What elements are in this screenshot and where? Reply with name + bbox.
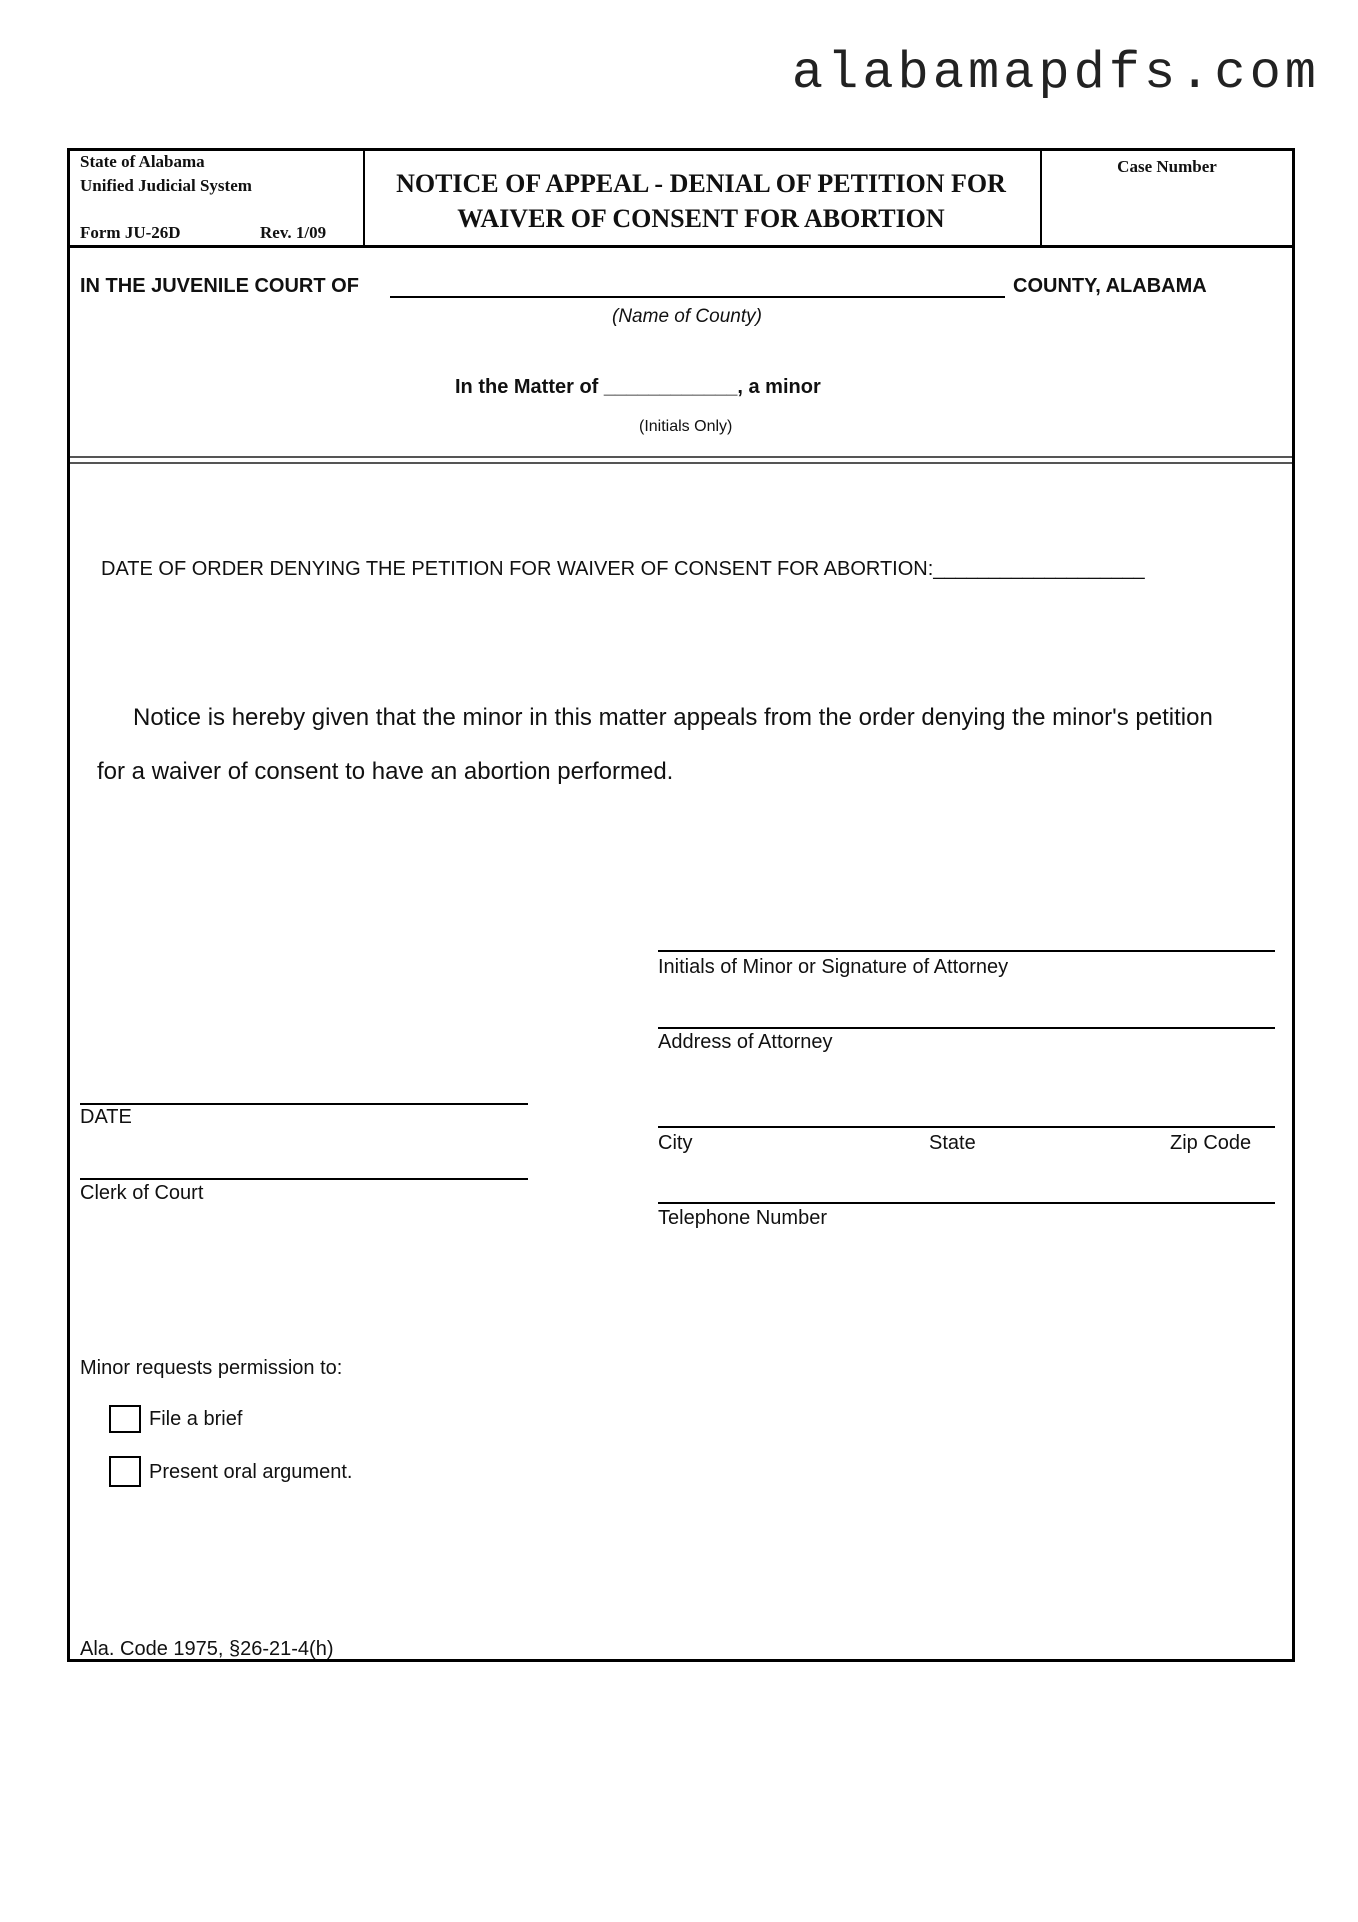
case-number-field[interactable]: [1045, 182, 1291, 244]
order-date-label: DATE OF ORDER DENYING THE PETITION FOR WAIVER OF CONSENT FOR ABORTION:: [101, 558, 934, 580]
signature-label: Initials of Minor or Signature of Attorney: [658, 956, 1009, 978]
notice-line-2: for a waiver of consent to have an abortion performed.: [97, 758, 674, 785]
matter-prefix: In the Matter of: [455, 376, 599, 398]
county-hint: (Name of County): [612, 306, 762, 327]
order-date-field[interactable]: ___________________: [933, 558, 1145, 580]
clerk-label: Clerk of Court: [80, 1182, 204, 1204]
watermark: alabamapdfs.com: [791, 44, 1320, 103]
oral-argument-checkbox[interactable]: [109, 1456, 141, 1487]
section-divider: [70, 456, 1292, 464]
date-field[interactable]: [80, 1103, 528, 1105]
date-label: DATE: [80, 1106, 132, 1128]
oral-argument-label: Present oral argument.: [149, 1461, 353, 1483]
initials-hint: (Initials Only): [639, 418, 733, 435]
file-brief-label: File a brief: [149, 1408, 243, 1430]
telephone-label: Telephone Number: [658, 1207, 827, 1229]
address-label: Address of Attorney: [658, 1031, 833, 1053]
minor-initials-field[interactable]: ____________: [603, 376, 738, 398]
state-label: State: [929, 1132, 976, 1154]
court-suffix: COUNTY, ALABAMA: [1013, 275, 1207, 297]
signature-field[interactable]: [658, 950, 1275, 952]
city-label: City: [658, 1132, 693, 1154]
address-field[interactable]: [658, 1027, 1275, 1029]
requests-heading: Minor requests permission to:: [80, 1357, 343, 1379]
header-divider-left: [363, 148, 365, 248]
statute-citation: Ala. Code 1975, §26-21-4(h): [80, 1638, 334, 1660]
form-revision: Rev. 1/09: [260, 223, 327, 242]
telephone-field[interactable]: [658, 1202, 1275, 1204]
title-line-2: WAIVER OF CONSENT FOR ABORTION: [457, 204, 945, 233]
matter-suffix: , a minor: [737, 376, 821, 398]
matter-line: [455, 376, 821, 399]
header-agency: [80, 150, 252, 198]
file-brief-checkbox[interactable]: [109, 1405, 141, 1433]
order-date-line: [101, 558, 1145, 581]
notice-line-1: Notice is hereby given that the minor in this matter appeals from the order denying the minor's petition: [133, 704, 1213, 731]
court-prefix: IN THE JUVENILE COURT OF: [80, 275, 359, 297]
form-title: [366, 166, 1036, 236]
county-field[interactable]: [390, 296, 1005, 298]
clerk-field[interactable]: [80, 1178, 528, 1180]
case-number-label: Case Number: [1117, 157, 1217, 176]
system-name: Unified Judicial System: [80, 176, 252, 195]
title-line-1: NOTICE OF APPEAL - DENIAL OF PETITION FOR: [396, 169, 1006, 198]
zip-label: Zip Code: [1170, 1132, 1252, 1154]
city-state-zip-field[interactable]: [658, 1126, 1275, 1128]
state-name: State of Alabama: [80, 152, 205, 171]
form-number: Form JU-26D: [80, 223, 181, 242]
